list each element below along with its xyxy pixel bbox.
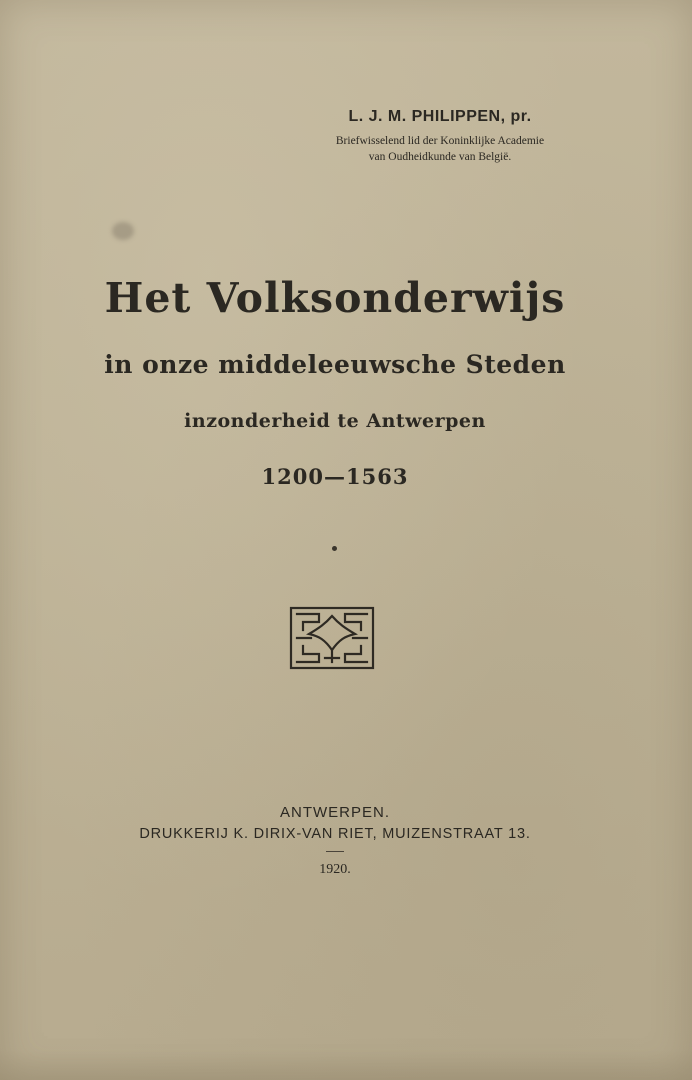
period-years: 1200—1563 [261,464,409,489]
paper-stain [112,222,134,240]
art-nouveau-ornament-icon [289,606,375,670]
author-affiliation-line1: Briefwisselend lid der Koninklijke Academie [335,135,545,147]
author-affiliation-line2: van Oudheidkunde van België. [368,151,512,163]
book-title: Het Volksonderwijs [104,274,566,322]
author-name: L. J. M. PHILIPPEN, pr. [348,108,532,125]
publication-year: 1920. [319,862,351,877]
printer-imprint: DRUKKERIJ K. DIRIX-VAN RIET, MUIZENSTRAAT 13. [139,826,531,842]
book-subtitle-secondary: inzonderheid te Antwerpen [184,410,486,432]
ornament-dot [332,546,337,551]
worn-bottom-edge [0,1050,692,1080]
book-subtitle: in onze middeleeuwsche Steden [104,350,566,379]
imprint-divider [326,851,344,852]
publication-city: ANTWERPEN. [279,804,390,821]
